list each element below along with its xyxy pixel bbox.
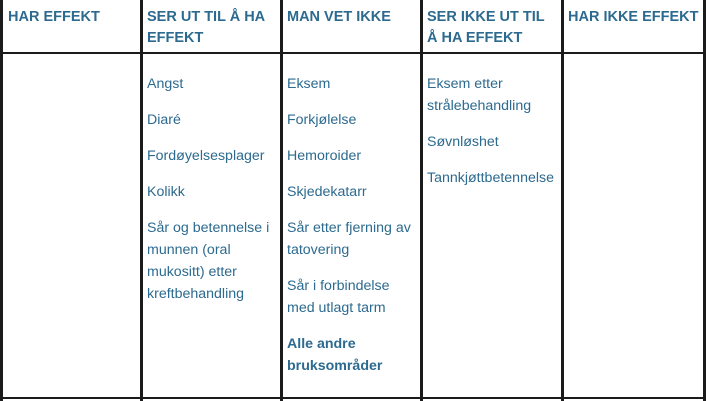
column-divider — [561, 0, 564, 401]
list-item: Sår i forbindelse med utlagt tarm — [287, 278, 390, 316]
column-ser-ut-til-a-ha-effekt — [142, 54, 281, 397]
list-item: Angst — [147, 76, 184, 92]
header-divider — [0, 52, 706, 54]
header-ser-ikke-ut-til-a-ha-effekt: SER IKKE UT TIL Å HA EFFEKT — [427, 9, 545, 46]
list-item: Skjedekatarr — [287, 184, 367, 200]
list-item: Fordøyelsesplager — [147, 148, 265, 164]
list-item: Kolikk — [147, 184, 185, 200]
list-ser-ut-til-a-ha-effekt — [147, 73, 277, 305]
column-divider — [140, 0, 143, 401]
column-har-ikke-effekt — [563, 54, 705, 397]
table-border-bottom — [0, 397, 706, 399]
list-ser-ikke-ut-til-a-ha-effekt — [427, 73, 558, 189]
list-item: Hemoroider — [287, 148, 362, 164]
header-har-ikke-effekt: HAR IKKE EFFEKT — [568, 9, 699, 25]
list-item: Diaré — [147, 112, 181, 128]
column-divider — [280, 0, 283, 401]
list-item: Sår etter fjerning av tatovering — [287, 220, 411, 258]
column-ser-ikke-ut-til-a-ha-effekt — [422, 54, 562, 397]
table-border-left — [0, 0, 3, 401]
column-har-effekt — [3, 54, 141, 397]
list-item: Sår og betennelse i munnen (oral mukositt) etter kreftbehandling — [147, 220, 270, 302]
header-har-effekt: HAR EFFEKT — [8, 9, 100, 25]
header-ser-ut-til-a-ha-effekt: SER UT TIL Å HA EFFEKT — [147, 9, 265, 46]
list-item: Tannkjøttbetennelse — [427, 170, 554, 186]
list-item-bold: Alle andre bruksområder — [287, 336, 383, 374]
column-man-vet-ikke — [282, 54, 422, 397]
header-man-vet-ikke: MAN VET IKKE — [287, 9, 391, 25]
list-item: Eksem — [287, 76, 331, 92]
list-item: Søvnløshet — [427, 134, 499, 150]
table-header-row — [0, 0, 706, 54]
column-divider — [420, 0, 423, 401]
list-item: Forkjølelse — [287, 112, 357, 128]
list-item: Eksem etter strålebehandling — [427, 76, 532, 114]
list-man-vet-ikke — [287, 73, 418, 377]
